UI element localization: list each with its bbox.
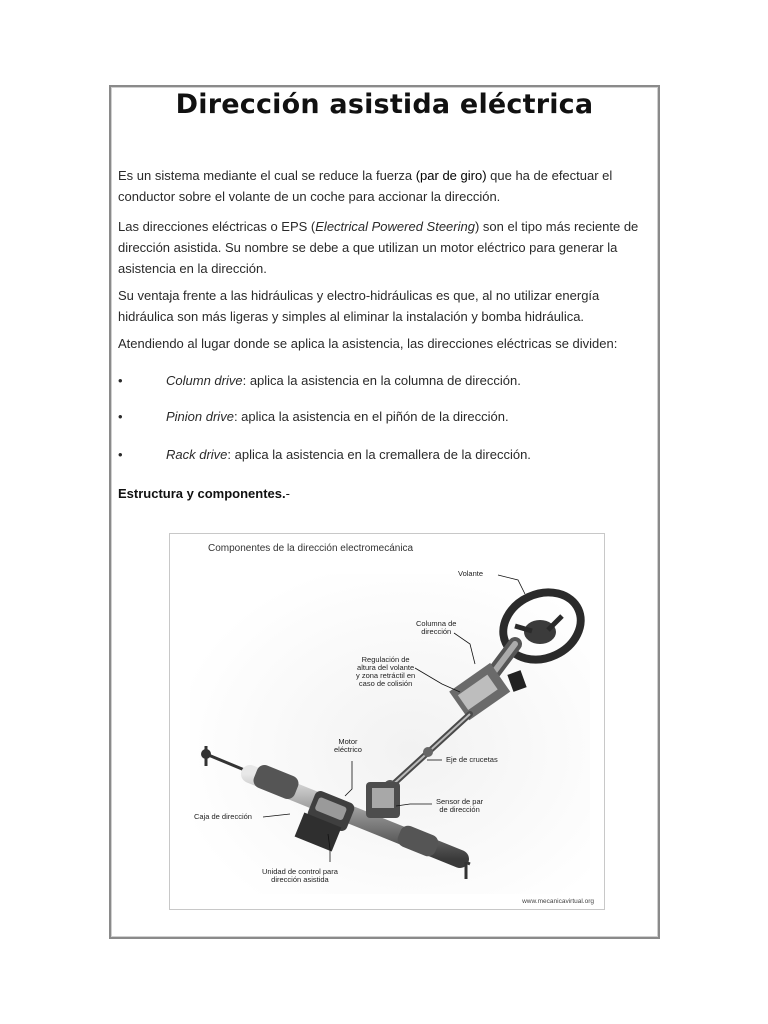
bullet-dot: • (118, 447, 123, 462)
steering-diagram (169, 533, 605, 910)
label-columna: Columna de dirección (416, 619, 457, 636)
paragraph-intro: Es un sistema mediante el cual se reduce la fuerza (par de giro) que ha de efectuar el conductor sobre el volante de un coche para accionar la dirección. (118, 168, 613, 204)
label-eje: Eje de crucetas (446, 755, 498, 764)
paragraph-division: Atendiendo al lugar donde se aplica la asistencia, las direcciones eléctricas se dividen: (118, 336, 618, 351)
term-par-de-giro: (par de giro) (415, 168, 487, 183)
label-caja: Caja de dirección (194, 812, 252, 821)
label-sensor: Sensor de par de dirección (436, 797, 484, 814)
page-title: Dirección asistida eléctrica (175, 89, 594, 120)
paragraph-eps: Las direcciones eléctricas o EPS (Electrical Powered Steering) son el tipo más reciente de dirección asistida. Su nombre se debe a que utilizan un motor eléctrico para generar la asistencia en la dirección. (118, 219, 639, 276)
torque-sensor-shape (366, 782, 400, 818)
document-page: Dirección asistida eléctrica Es un sistema mediante el cual se reduce la fuerza (par de giro) que ha de efectuar el conductor sobre el volante de un coche para accionar la dirección. Las direcciones eléctricas o EPS (Electrical Powered Steering) son el tipo más reciente de dirección asistida. Su nombre se debe a que utilizan un motor eléctrico para generar la asistencia en la dirección. Su ventaja frente a las hidráulicas y electro-hidráulicas es que, al no utilizar energía hidráulica son más ligeras y simples al eliminar la instalación y bomba hidráulica. Atendiendo al lugar donde se aplica la asistencia, las direcciones eléctricas se dividen: • Column drive: aplica la asistencia en la columna de dirección. • Pinion drive: aplica la asistencia en el piñón de la dirección. • Rack drive: aplica la asistencia en la cremallera de la dirección. Estructura y componentes.- Componentes de la dirección electromecánica Volante Columna de dirección Regulación de altura del volante y zona retráctil en caso de colisión Motor eléctrico Eje de crucetas Caja de dirección Sensor de par de dirección Unidad de control para dirección asistida www.mecanicavirtual.org (109, 85, 660, 939)
label-unidad: Unidad de control para dirección asistida (262, 867, 338, 884)
label-motor: Motor eléctrico (334, 737, 362, 754)
bullet-dot: • (118, 409, 123, 424)
paragraph-ventaja: Su ventaja frente a las hidráulicas y electro-hidráulicas es que, al no utilizar energía hidráulica son más ligeras y simples al eliminar la instalación y bomba hidráulica. (118, 288, 600, 324)
term-eps: Electrical Powered Steering (315, 219, 475, 234)
label-volante: Volante (458, 569, 484, 578)
bullet-dot: • (118, 373, 123, 388)
label-regulacion: Regulación de altura del volante y zona retráctil en caso de colisión (356, 655, 416, 688)
steering-illustration (170, 534, 604, 909)
figure-credit: www.mecanicavirtual.org (522, 898, 594, 905)
figure-title: Componentes de la dirección electromecánica (208, 543, 414, 554)
section-heading: Estructura y componentes.- (118, 486, 290, 501)
